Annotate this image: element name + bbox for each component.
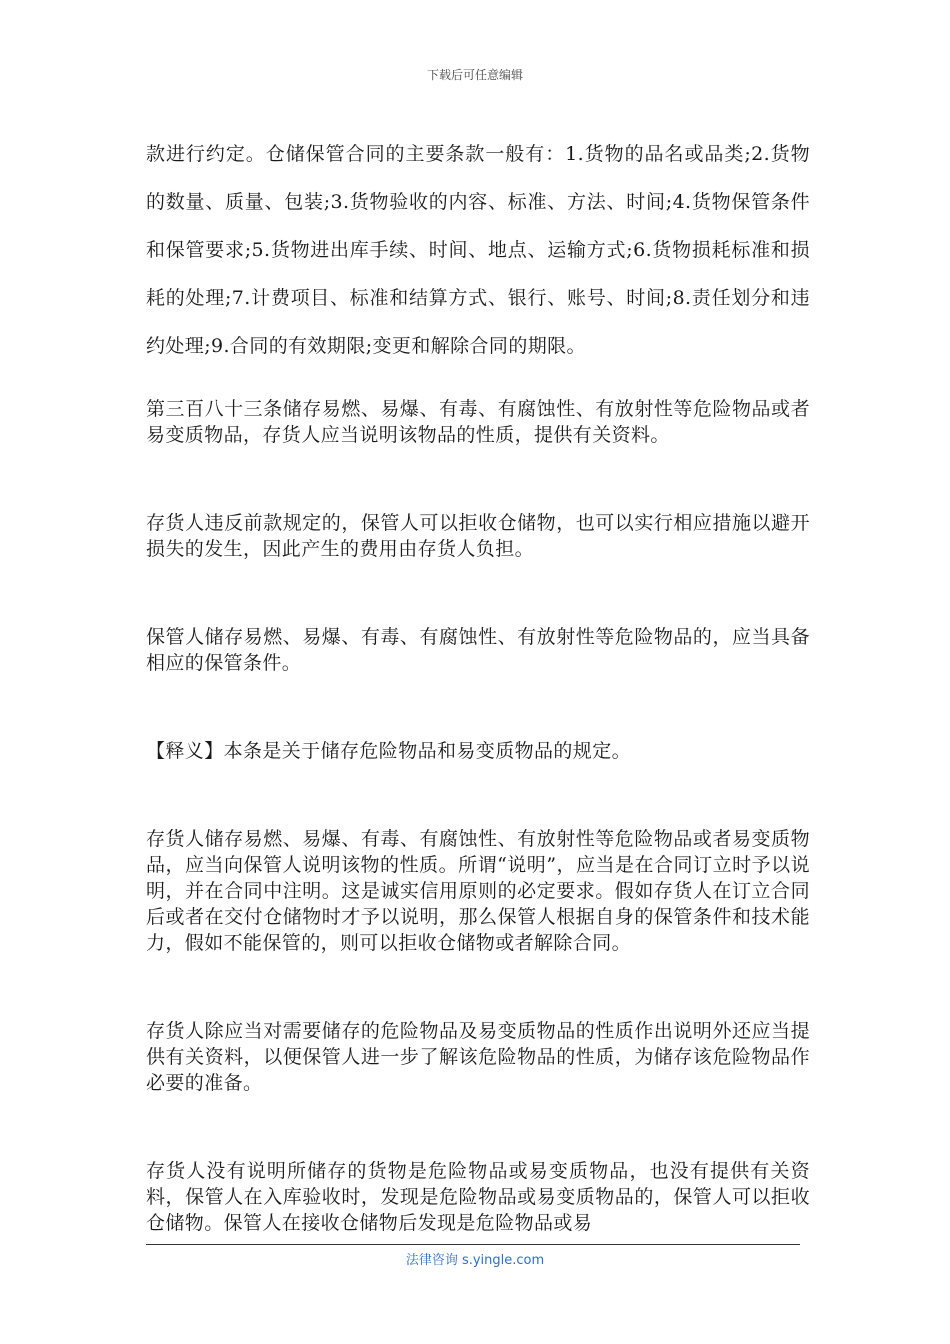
paragraph-interpretation-heading: 【释义】本条是关于储存危险物品和易变质物品的规定。 xyxy=(146,740,632,762)
footer-divider xyxy=(146,1244,800,1245)
paragraph-article-383: 第三百八十三条储存易燃、易爆、有毒、有腐蚀性、有放射性等危险物品或者易变质物品，存货人应当说明该物品的性质，提供有关资料。 xyxy=(146,398,810,446)
paragraph-custodian-conditions: 保管人储存易燃、易爆、有毒、有腐蚀性、有放射性等危险物品的，应当具备相应的保管条件。 xyxy=(146,626,810,674)
footer-link[interactable]: 法律咨询 s.yingle.com xyxy=(405,1253,545,1268)
paragraph-violation-rule: 存货人违反前款规定的，保管人可以拒收仓储物，也可以实行相应措施以避开损失的发生，因此产生的费用由存货人负担。 xyxy=(146,512,810,560)
paragraph-storage-contract-terms: 款进行约定。仓储保管合同的主要条款一般有：1.货物的品名或品类;2.货物的数量、质量、包装;3.货物验收的内容、标准、方法、时间;4.货物保管条件和保管要求;5.货物进出库手续、时间、地点、运输方式;6.货物损耗标准和损耗的处理;7.计费项目、标准和结算方式、银行、账号、时间;8.责任划分和违约处理;9.合同的有效期限;变更和解除合同的期限。 xyxy=(146,143,810,357)
header-note: 下载后可任意编辑 xyxy=(426,68,523,82)
paragraph-provide-materials: 存货人除应当对需要储存的危险物品及易变质物品的性质作出说明外还应当提供有关资料，以便保管人进一步了解该危险物品的性质，为储存该危险物品作必要的准备。 xyxy=(146,1020,810,1094)
paragraph-refuse-goods: 存货人没有说明所储存的货物是危险物品或易变质物品，也没有提供有关资料，保管人在入库验收时，发现是危险物品或易变质物品的，保管人可以拒收仓储物。保管人在接收仓储物后发现是危险物品或易 xyxy=(146,1160,810,1234)
document-body xyxy=(146,130,810,1236)
paragraph-explanation-duty: 存货人储存易燃、易爆、有毒、有腐蚀性、有放射性等危险物品或者易变质物品，应当向保管人说明该物的性质。所谓“说明”，应当是在合同订立时予以说明，并在合同中注明。这是诚实信用原则的必定要求。假如存货人在订立合同后或者在交付仓储物时才予以说明，那么保管人根据自身的保管条件和技术能力，假如不能保管的，则可以拒收仓储物或者解除合同。 xyxy=(146,828,810,954)
